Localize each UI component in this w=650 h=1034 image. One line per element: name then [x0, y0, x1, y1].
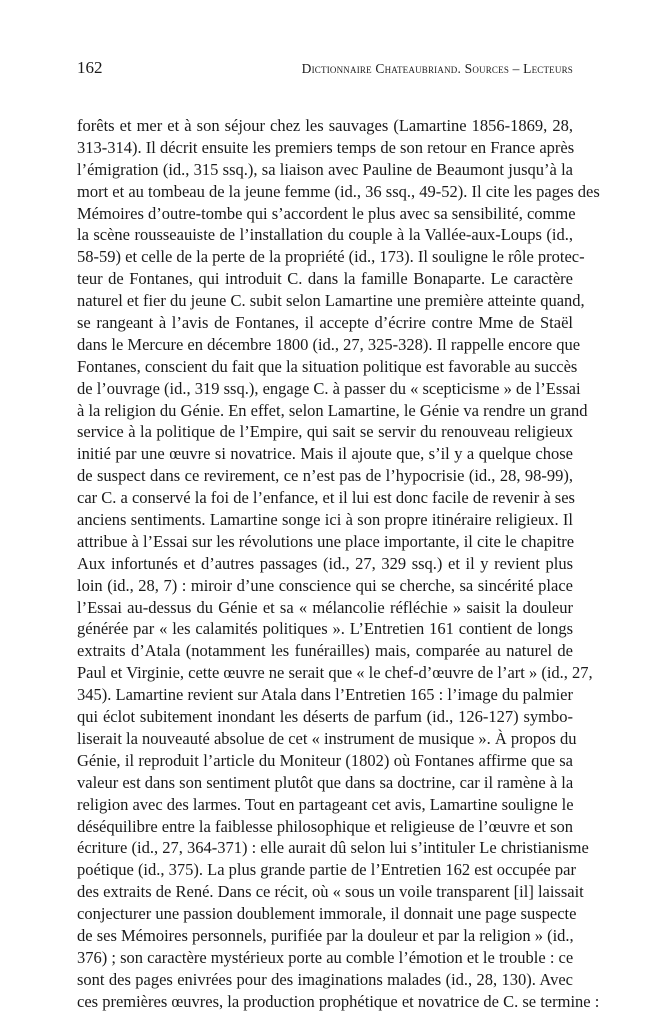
text-line: [77, 1013, 573, 1034]
text-line: attribue à l’Essai sur les révolutions une place importante, il cite le chapitre: [77, 531, 575, 551]
text-line: 345). Lamartine revient sur Atala dans l’Entretien 165 : l’image du palmier: [77, 685, 573, 705]
text-line: Aux infortunés et d’autres passages (id., 27, 329 ssq.) et il y revient plus: [77, 553, 573, 573]
text-line: 376) ; son caractère mystérieux porte au comble l’émotion et le trouble : ce: [77, 947, 574, 967]
text-line: poétique (id., 375). La plus grande partie de l’Entretien 162 est occupée par: [77, 860, 576, 880]
text-line: la scène rousseauiste de l’installation du couple à la Vallée-aux-Loups (id.,: [77, 225, 573, 245]
text-line: conjecturer une passion doublement immorale, il donnait une page suspecte: [77, 904, 577, 924]
text-line: déséquilibre entre la faiblesse philosophique et religieuse de l’œuvre et son: [77, 816, 573, 836]
text-line: Génie, il reproduit l’article du Moniteur (1802) où Fontanes affirme que sa: [77, 750, 573, 770]
text-line: teur de Fontanes, qui introduit C. dans la famille Bonaparte. Le caractère: [77, 269, 573, 289]
text-line: de ses Mémoires personnels, purifiée par la douleur et par la religion » (id.,: [77, 925, 574, 945]
text-line: Fontanes, conscient du fait que la situation politique est favorable au succès: [77, 356, 578, 376]
page-number: 162: [77, 58, 103, 77]
text-line: Paul et Virginie, cette œuvre ne serait que « le chef-d’œuvre de l’art » (id., 27,: [77, 663, 593, 683]
text-line: anciens sentiments. Lamartine songe ici à son propre itinéraire religieux. Il: [77, 510, 573, 530]
text-line: mort et au tombeau de la jeune femme (id., 36 ssq., 49-52). Il cite les pages des: [77, 181, 600, 201]
text-line: qui éclot subitement inondant les déserts de parfum (id., 126-127) symbo-: [77, 707, 573, 727]
text-line: loin (id., 28, 7) : miroir d’une conscience qui se cherche, sa sincérité place: [77, 575, 573, 595]
text-line: des extraits de René. Dans ce récit, où « sous un voile transparent [il] laissait: [77, 882, 584, 902]
text-line: liserait la nouveauté absolue de cet « instrument de musique ». À propos du: [77, 728, 577, 748]
text-line: l’Essai au-dessus du Génie et sa « mélancolie réfléchie » saisit la douleur: [77, 597, 573, 617]
text-line: se rangeant à l’avis de Fontanes, il accepte d’écrire contre Mme de Staël: [77, 313, 573, 333]
running-header: Dictionnaire Chateaubriand. Sources – Lecteurs: [301, 61, 573, 76]
text-line: service à la politique de l’Empire, qui sait se servir du renouveau religieux: [77, 422, 573, 442]
text-line: générée par « les calamités politiques ». L’Entretien 161 contient de longs: [77, 619, 573, 639]
body-text: [77, 115, 600, 1034]
text-line: extraits d’Atala (notamment les funérailles) mais, comparée au naturel de: [77, 641, 573, 661]
text-line: 313-314). Il décrit ensuite les premiers temps de son retour en France après: [77, 137, 575, 157]
text-line: religion avec des larmes. Tout en partageant cet avis, Lamartine souligne le: [77, 794, 574, 814]
text-line: 58-59) et celle de la perte de la propriété (id., 173). Il souligne le rôle protec-: [77, 247, 585, 267]
text-line: sont des pages enivrées pour des imaginations malades (id., 28, 130). Avec: [77, 969, 573, 989]
text-line: ces premières œuvres, la production prophétique et novatrice de C. se termine :: [77, 991, 600, 1011]
text-line: forêts et mer et à son séjour chez les sauvages (Lamartine 1856-1869, 28,: [77, 116, 573, 135]
text-line: l’émigration (id., 315 ssq.), sa liaison avec Pauline de Beaumont jusqu’à la: [77, 159, 573, 179]
text-line: de l’ouvrage (id., 319 ssq.), engage C. à passer du « scepticisme » de l’Essai: [77, 378, 581, 398]
text-line: Mémoires d’outre-tombe qui s’accordent le plus avec sa sensibilité, comme: [77, 203, 576, 223]
text-line: car C. a conservé la foi de l’enfance, et il lui est donc facile de revenir à ses: [77, 488, 575, 508]
text-line: dans le Mercure en décembre 1800 (id., 27, 325-328). Il rappelle encore que: [77, 334, 581, 354]
text-line: à la religion du Génie. En effet, selon Lamartine, le Génie va rendre un grand: [77, 400, 588, 420]
text-line: de suspect dans ce revirement, ce n’est pas de l’hypocrisie (id., 28, 98-99),: [77, 466, 573, 486]
text-line: initié par une œuvre si novatrice. Mais il ajoute que, s’il y a quelque chose: [77, 444, 573, 464]
text-line: écriture (id., 27, 364-371) : elle aurait dû selon lui s’intituler Le christianisme: [77, 838, 589, 858]
text-line: valeur est dans son sentiment plutôt que dans sa doctrine, car il ramène à la: [77, 772, 574, 792]
text-line: naturel et fier du jeune C. subit selon Lamartine une première atteinte quand,: [77, 291, 585, 311]
